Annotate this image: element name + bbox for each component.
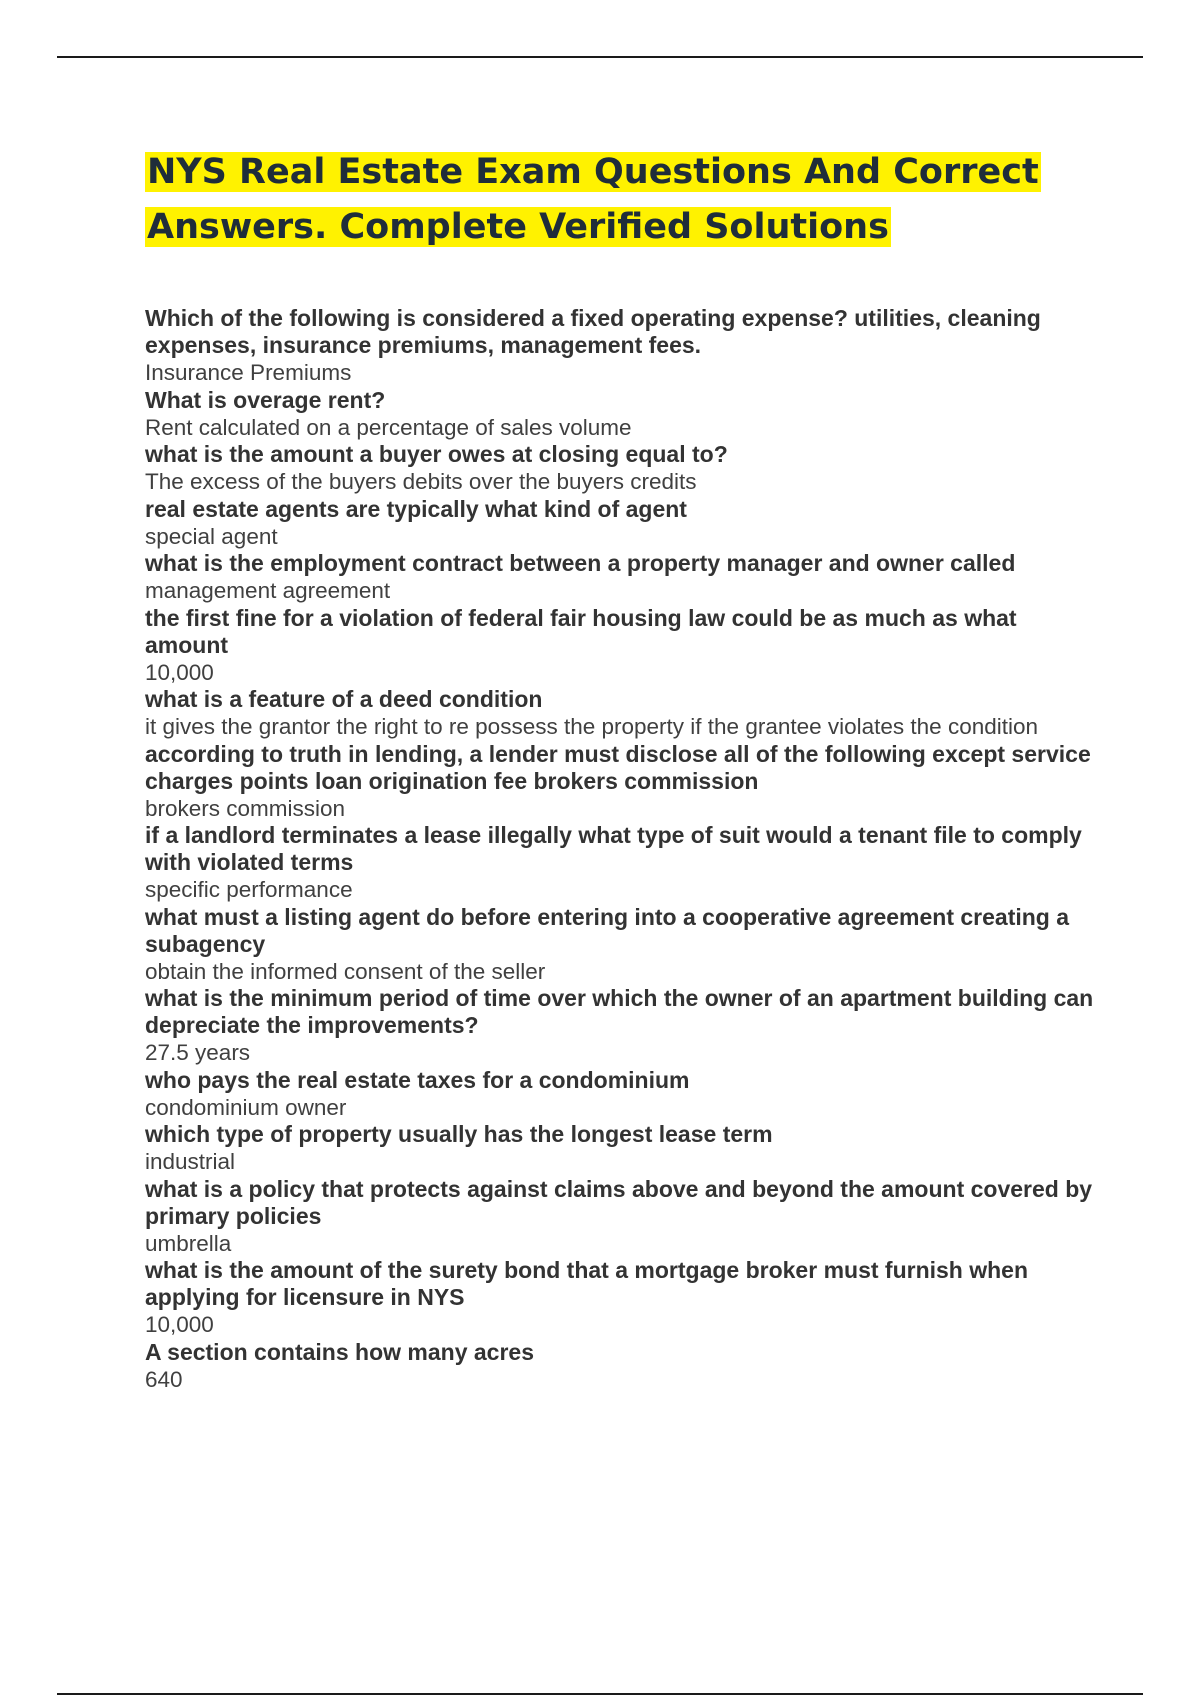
question-text: what must a listing agent do before entering into a cooperative agreement creating a subagency [145, 903, 1070, 957]
question-text: what is the amount of the surety bond that a mortgage broker must furnish when applying for licensure in NYS [145, 1257, 1029, 1310]
answer-text: Rent calculated on a percentage of sales volume [145, 414, 632, 440]
answer-text: 640 [145, 1366, 183, 1392]
qa-list [145, 305, 1105, 1393]
answer-text: Insurance Premiums [145, 360, 352, 385]
question-text: if a landlord terminates a lease illegally what type of suit would a tenant file to comply with violated terms [145, 822, 1082, 875]
question-text: the first fine for a violation of federal fair housing law could be as much as what amount [145, 604, 1017, 658]
question-text: which type of property usually has the longest lease term [145, 1121, 773, 1147]
answer-text: umbrella [145, 1230, 232, 1256]
document-title [145, 145, 1075, 255]
question-text: according to truth in lending, a lender must disclose all of the following except service charges points loan origination fee brokers commission [145, 740, 1091, 794]
question-text: what is a feature of a deed condition [145, 686, 543, 712]
answer-text: specific performance [145, 877, 353, 902]
qa-item [145, 1121, 1105, 1176]
question-text: Which of the following is considered a fixed operating expense? utilities, cleaning expenses, insurance premiums, management fees. [145, 305, 1041, 358]
qa-item [145, 1339, 1105, 1394]
qa-item [145, 822, 1105, 904]
answer-text: 10,000 [145, 1312, 214, 1337]
qa-item [145, 1257, 1105, 1339]
question-text: what is a policy that protects against claims above and beyond the amount covered by primary policies [145, 1175, 1093, 1229]
answer-text: brokers commission [145, 795, 346, 821]
question-text: What is overage rent? [145, 386, 386, 413]
question-text: what is the amount a buyer owes at closing equal to? [145, 441, 728, 467]
qa-item [145, 305, 1105, 387]
qa-item [145, 387, 1105, 442]
question-text: who pays the real estate taxes for a condominium [145, 1066, 690, 1093]
qa-item [145, 1067, 1105, 1122]
question-text: real estate agents are typically what kind of agent [145, 495, 687, 522]
question-text: what is the minimum period of time over which the owner of an apartment building can depreciate the improvements? [145, 985, 1094, 1038]
qa-item [145, 550, 1105, 605]
answer-text: industrial [145, 1149, 236, 1174]
qa-item [145, 985, 1105, 1067]
top-rule [57, 56, 1143, 58]
answer-text: obtain the informed consent of the seller [145, 958, 546, 984]
answer-text: it gives the grantor the right to re possess the property if the grantee violates the condition [145, 714, 1039, 739]
answer-text: 27.5 years [145, 1040, 251, 1065]
qa-item [145, 686, 1105, 741]
answer-text: management agreement [145, 578, 391, 603]
qa-item [145, 605, 1105, 687]
question-text: A section contains how many acres [145, 1338, 534, 1365]
question-text: what is the employment contract between a property manager and owner called [145, 550, 1016, 576]
qa-item [145, 741, 1105, 823]
answer-text: special agent [145, 523, 278, 549]
bottom-rule [57, 1693, 1143, 1695]
qa-item [145, 1176, 1105, 1258]
title-highlight: NYS Real Estate Exam Questions And Correct Answers. Complete Verified Solutions [147, 152, 1039, 247]
answer-text: condominium owner [145, 1094, 347, 1120]
qa-item [145, 441, 1105, 496]
qa-item [145, 496, 1105, 551]
answer-text: 10,000 [145, 659, 214, 685]
answer-text: The excess of the buyers debits over the buyers credits [145, 469, 697, 494]
qa-item [145, 904, 1105, 986]
